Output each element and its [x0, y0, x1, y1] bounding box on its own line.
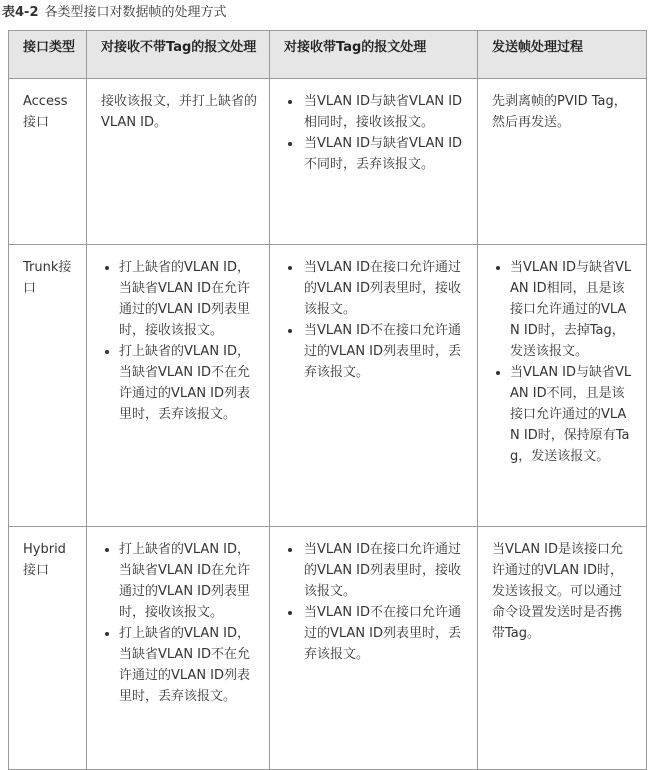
- table-caption: [2, 4, 227, 22]
- list-item: 当VLAN ID不在接口允许通过的VLAN ID列表里时，丢弃该报文。: [304, 320, 465, 383]
- cell-untagged-trunk: [87, 245, 270, 527]
- list-item: 当VLAN ID在接口允许通过的VLAN ID列表里时，接收该报文。: [304, 539, 465, 602]
- cell-untagged-access: [87, 79, 270, 245]
- tagged-list: [284, 257, 465, 383]
- cell-tagged-trunk: [270, 245, 478, 527]
- untagged-list: [101, 539, 257, 707]
- header-interface-type: 接口类型: [9, 31, 87, 79]
- list-item: 打上缺省的VLAN ID，当缺省VLAN ID不在允许通过的VLAN ID列表里时，丢弃该报文。: [119, 341, 257, 425]
- send-text: 先剥离帧的PVID Tag，然后再发送。: [492, 94, 627, 130]
- table-row: [9, 245, 647, 527]
- list-item: 当VLAN ID与缺省VLAN ID不同，且是该接口允许通过的VLAN ID时，保持原有Tag，发送该报文。: [510, 362, 634, 467]
- cell-send-hybrid: [478, 527, 647, 770]
- list-item: 当VLAN ID在接口允许通过的VLAN ID列表里时，接收该报文。: [304, 257, 465, 320]
- send-text: 当VLAN ID是该接口允许通过的VLAN ID时，发送该报文。可以通过命令设置发送时是否携带Tag。: [492, 542, 624, 641]
- cell-send-access: [478, 79, 647, 245]
- header-tagged: 对接收带Tag的报文处理: [270, 31, 478, 79]
- list-item: 当VLAN ID与缺省VLAN ID不同时，丢弃该报文。: [304, 133, 465, 175]
- list-item: 当VLAN ID不在接口允许通过的VLAN ID列表里时，丢弃该报文。: [304, 602, 465, 665]
- interface-type-label: Access接口: [23, 94, 68, 130]
- tagged-list: [284, 539, 465, 665]
- table-number: 表4-2: [2, 5, 39, 20]
- list-item: 打上缺省的VLAN ID，当缺省VLAN ID在允许通过的VLAN ID列表里时，接收该报文。: [119, 257, 257, 341]
- interface-type-label: Hybrid接口: [23, 542, 66, 578]
- untagged-list: [101, 257, 257, 425]
- interface-frame-handling-table: [8, 30, 647, 770]
- tagged-list: [284, 91, 465, 175]
- table-row: [9, 79, 647, 245]
- interface-type-label: Trunk接口: [23, 260, 72, 296]
- list-item: 当VLAN ID与缺省VLAN ID相同，且是该接口允许通过的VLAN ID时，去掉Tag，发送该报文。: [510, 257, 634, 362]
- cell-untagged-hybrid: [87, 527, 270, 770]
- cell-type-hybrid: [9, 527, 87, 770]
- table-header-row: [9, 31, 647, 79]
- table-row: [9, 527, 647, 770]
- send-list: [492, 257, 634, 467]
- cell-send-trunk: [478, 245, 647, 527]
- cell-type-trunk: [9, 245, 87, 527]
- cell-type-access: [9, 79, 87, 245]
- list-item: 打上缺省的VLAN ID，当缺省VLAN ID在允许通过的VLAN ID列表里时，接收该报文。: [119, 539, 257, 623]
- header-untagged: 对接收不带Tag的报文处理: [87, 31, 270, 79]
- untagged-text: 接收该报文，并打上缺省的VLAN ID。: [101, 94, 258, 130]
- table-title: 各类型接口对数据帧的处理方式: [44, 5, 227, 20]
- list-item: 当VLAN ID与缺省VLAN ID相同时，接收该报文。: [304, 91, 465, 133]
- cell-tagged-access: [270, 79, 478, 245]
- cell-tagged-hybrid: [270, 527, 478, 770]
- header-send: 发送帧处理过程: [478, 31, 647, 79]
- list-item: 打上缺省的VLAN ID，当缺省VLAN ID不在允许通过的VLAN ID列表里时，丢弃该报文。: [119, 623, 257, 707]
